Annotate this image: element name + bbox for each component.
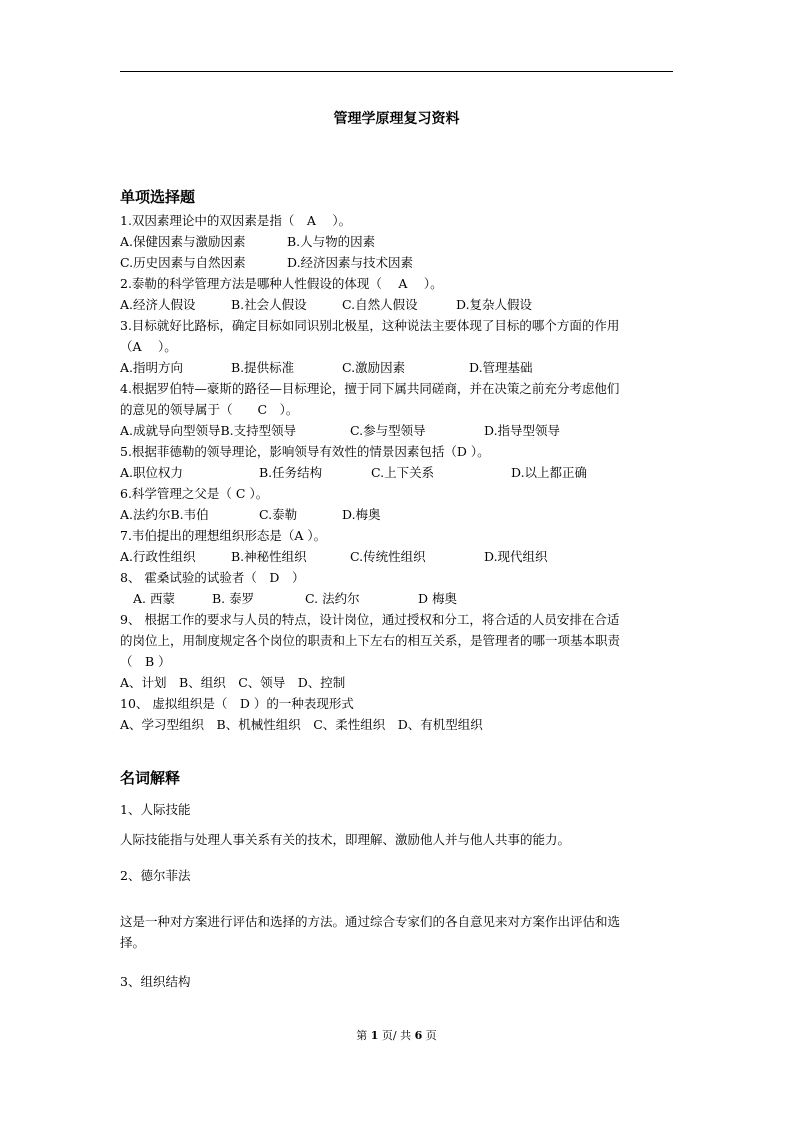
q8-option-b: B. 泰罗 (212, 591, 255, 606)
q7-option-d: D.现代组织 (484, 549, 548, 564)
q8-option-d: D 梅奥 (418, 591, 457, 606)
header-rule (120, 71, 673, 72)
q1-option-b: B.人与物的因素 (287, 234, 376, 249)
footer-page-number: 1 (370, 1029, 379, 1042)
question-1: 1.双因素理论中的双因素是指（ A ）。 (120, 213, 352, 228)
page-footer (0, 1027, 793, 1043)
q6-option-d: D.梅奥 (342, 507, 381, 522)
q4-option-ab: A.成就导向型领导B.支持型领导 (120, 423, 297, 438)
question-4-line-1: 4.根据罗伯特—豪斯的路径—目标理论，擅于同下属共同磋商，并在决策之前充分考虑他们 (120, 381, 620, 396)
q2-option-a: A.经济人假设 (120, 297, 196, 312)
q3-option-b: B.提供标准 (231, 360, 295, 375)
q2-option-c: C.自然人假设 (342, 297, 418, 312)
question-4-line-2: 的意见的领导属于（ C ）。 (120, 402, 299, 417)
q4-option-c: C.参与型领导 (350, 423, 426, 438)
q1-option-c: C.历史因素与自然因素 (120, 255, 246, 270)
term-1-definition: 人际技能指与处理人事关系有关的技术，即理解、激励他人并与他人共事的能力。 (120, 832, 571, 847)
question-8: 8、 霍桑试验的试验者（ D ） (120, 570, 305, 585)
footer-total-pages: 6 (414, 1029, 423, 1042)
q5-option-d: D.以上都正确 (511, 465, 588, 480)
term-2: 2、德尔菲法 (120, 868, 191, 883)
q7-option-c: C.传统性组织 (350, 549, 426, 564)
question-5: 5.根据菲德勒的领导理论，影响领导有效性的情景因素包括（D ）。 (120, 444, 490, 459)
question-7: 7.韦伯提出的理想组织形态是（A ）。 (120, 528, 327, 543)
term-3: 3、组织结构 (120, 974, 191, 989)
footer-suffix: 页 (425, 1029, 437, 1042)
footer-prefix: 第 (356, 1029, 368, 1042)
q6-option-c: C.泰勒 (259, 507, 298, 522)
q7-option-a: A.行政性组织 (120, 549, 196, 564)
q5-option-a: A.职位权力 (120, 465, 184, 480)
question-9-line-2: 的岗位上，用制度规定各个岗位的职责和上下左右的相互关系，是管理者的哪一项基本职责 (120, 633, 621, 648)
q2-option-b: B.社会人假设 (231, 297, 307, 312)
section-heading-choice: 单项选择题 (120, 188, 196, 206)
q8-option-a: A. 西蒙 (133, 591, 175, 606)
q4-option-d: D.指导型领导 (484, 423, 561, 438)
q3-option-c: C.激励因素 (342, 360, 406, 375)
question-9-line-1: 9、 根据工作的要求与人员的特点，设计岗位，通过授权和分工，将合适的人员安排在合适 (120, 612, 620, 627)
question-10: 10、 虚拟组织是（ D ）的一种表现形式 (120, 696, 354, 711)
q5-option-c: C.上下关系 (371, 465, 435, 480)
document-title: 管理学原理复习资料 (333, 111, 460, 127)
q3-option-a: A.指明方向 (120, 360, 184, 375)
q6-option-ab: A.法约尔B.韦伯 (120, 507, 209, 522)
q3-option-d: D.管理基础 (469, 360, 533, 375)
question-6: 6.科学管理之父是（ C ）。 (120, 486, 269, 501)
footer-mid: 页/ 共 (381, 1029, 412, 1042)
q1-option-d: D.经济因素与技术因素 (287, 255, 414, 270)
question-3-line-2: （A ）。 (120, 339, 177, 354)
term-2-definition-line-2: 择。 (120, 935, 146, 950)
q7-option-b: B.神秘性组织 (231, 549, 307, 564)
question-3-line-1: 3.目标就好比路标，确定目标如同识别北极星，这种说法主要体现了目标的哪个方面的作用 (120, 318, 620, 333)
section-heading-terms: 名词解释 (120, 769, 181, 787)
q2-option-d: D.复杂人假设 (456, 297, 533, 312)
term-2-definition-line-1: 这是一种对方案进行评估和选择的方法。通过综合专家们的各自意见来对方案作出评估和选 (120, 914, 621, 929)
question-9-line-3: （ B ） (120, 654, 171, 669)
q1-option-a: A.保健因素与激励因素 (120, 234, 246, 249)
q9-options: A、计划 B、组织 C、领导 D、控制 (120, 675, 346, 690)
q8-option-c: C. 法约尔 (305, 591, 360, 606)
question-2: 2.泰勒的科学管理方法是哪种人性假设的体现（ A ）。 (120, 276, 443, 291)
term-1: 1、人际技能 (120, 802, 191, 817)
q5-option-b: B.任务结构 (259, 465, 323, 480)
q10-options: A、学习型组织 B、机械性组织 C、柔性组织 D、有机型组织 (120, 717, 483, 732)
